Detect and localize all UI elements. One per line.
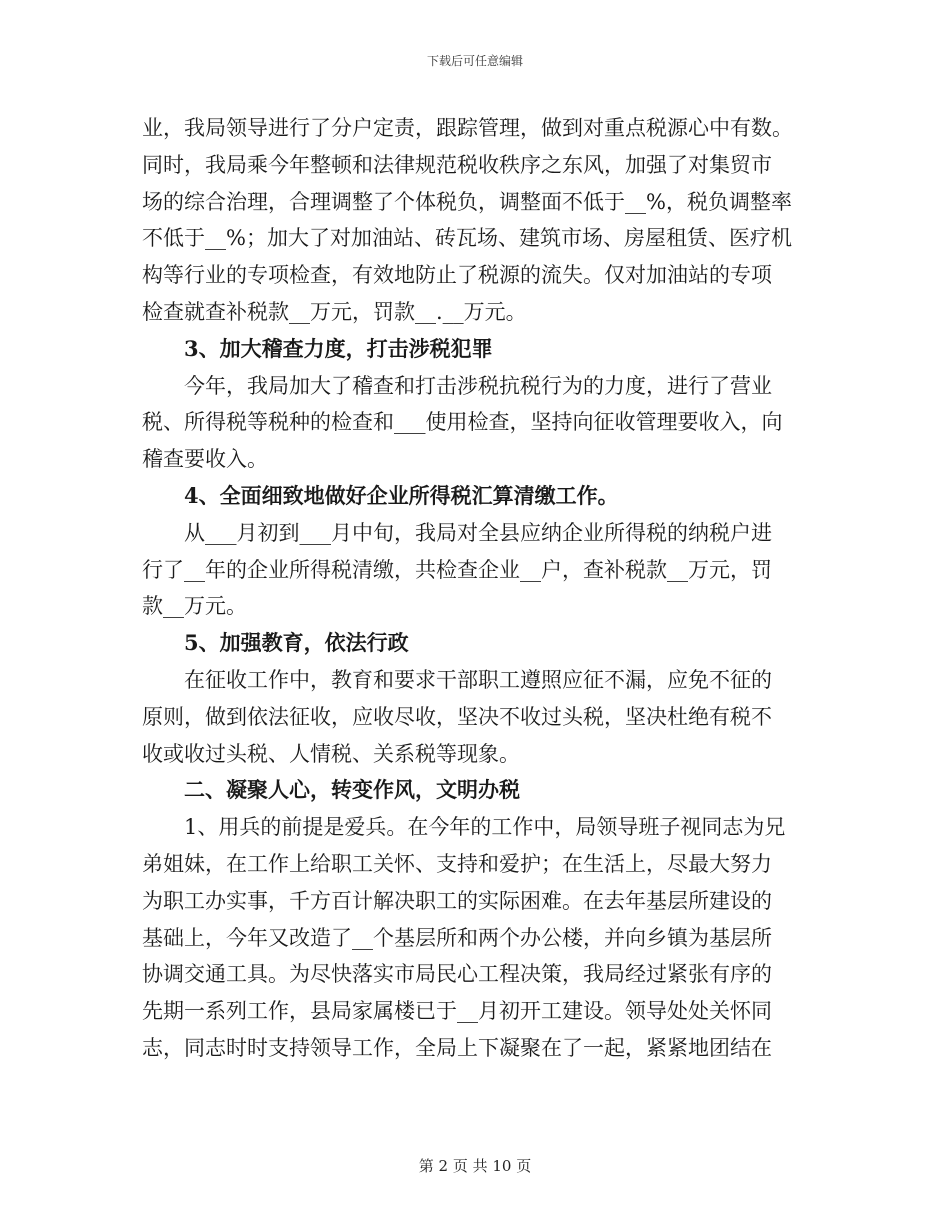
body-line: 为职工办实事，千方百计解决职工的实际困难。在去年基层所建设的 [142,888,772,913]
body-line: 场的综合治理，合理调整了个体税负，调整面不低于__%，税负调整率 [142,189,792,214]
body-line: 款__万元。 [142,594,247,619]
document-body [142,110,814,1067]
body-line: 检查就查补税款__万元，罚款__.__万元。 [142,299,527,324]
body-line: 基础上，今年又改造了__个基层所和两个办公楼，并向乡镇为基层所 [142,925,772,950]
body-line: 在征收工作中，教育和要求干部职工遵照应征不漏，应免不征的 [184,667,772,692]
body-line: 构等行业的专项检查，有效地防止了税源的流失。仅对加油站的专项 [142,263,772,288]
body-line: 行了__年的企业所得税清缴，共检查企业__户，查补税款__万元，罚 [142,557,772,582]
body-line: 协调交通工具。为尽快落实市局民心工程决策，我局经过紧张有序的 [142,962,772,987]
body-line: 先期一系列工作，县局家属楼已于__月初开工建设。领导处处关怀同 [142,999,772,1024]
body-line: 志，同志时时支持领导工作，全局上下凝聚在了一起，紧紧地团结在 [142,1035,772,1060]
section-heading: 4、全面细致地做好企业所得税汇算清缴工作。 [184,482,619,508]
body-line: 税、所得税等税种的检查和___使用检查，坚持向征收管理要收入，向 [142,410,783,435]
section-heading: 5、加强教育，依法行政 [184,630,409,656]
section-heading: 3、加大稽查力度，打击涉税犯罪 [184,335,493,361]
body-line: 从___月初到___月中旬，我局对全县应纳企业所得税的纳税户进 [184,520,772,545]
body-line: 1、用兵的前提是爱兵。在今年的工作中，局领导班子视同志为兄 [184,815,786,840]
section-heading: 二、凝聚人心，转变作风，文明办税 [184,777,520,803]
body-line: 原则，做到依法征收，应收尽收，坚决不收过头税，坚决杜绝有税不 [142,704,772,729]
page-number: 第 2 页 共 10 页 [418,1157,532,1175]
body-line: 稽查要收入。 [142,447,268,472]
page-header-note: 下载后可任意编辑 [426,54,523,68]
body-line: 同时，我局乘今年整顿和法律规范税收秩序之东风，加强了对集贸市 [142,152,772,177]
body-line: 今年，我局加大了稽查和打击涉税抗税行为的力度，进行了营业 [184,373,772,398]
body-line: 收或收过头税、人情税、关系税等现象。 [142,741,520,766]
body-line: 业，我局领导进行了分户定责，跟踪管理，做到对重点税源心中有数。 [142,116,793,140]
body-line: 弟姐妹，在工作上给职工关怀、支持和爱护；在生活上，尽最大努力 [142,851,772,876]
body-line: 不低于__%；加大了对加油站、砖瓦场、建筑市场、房屋租赁、医疗机 [142,226,792,251]
